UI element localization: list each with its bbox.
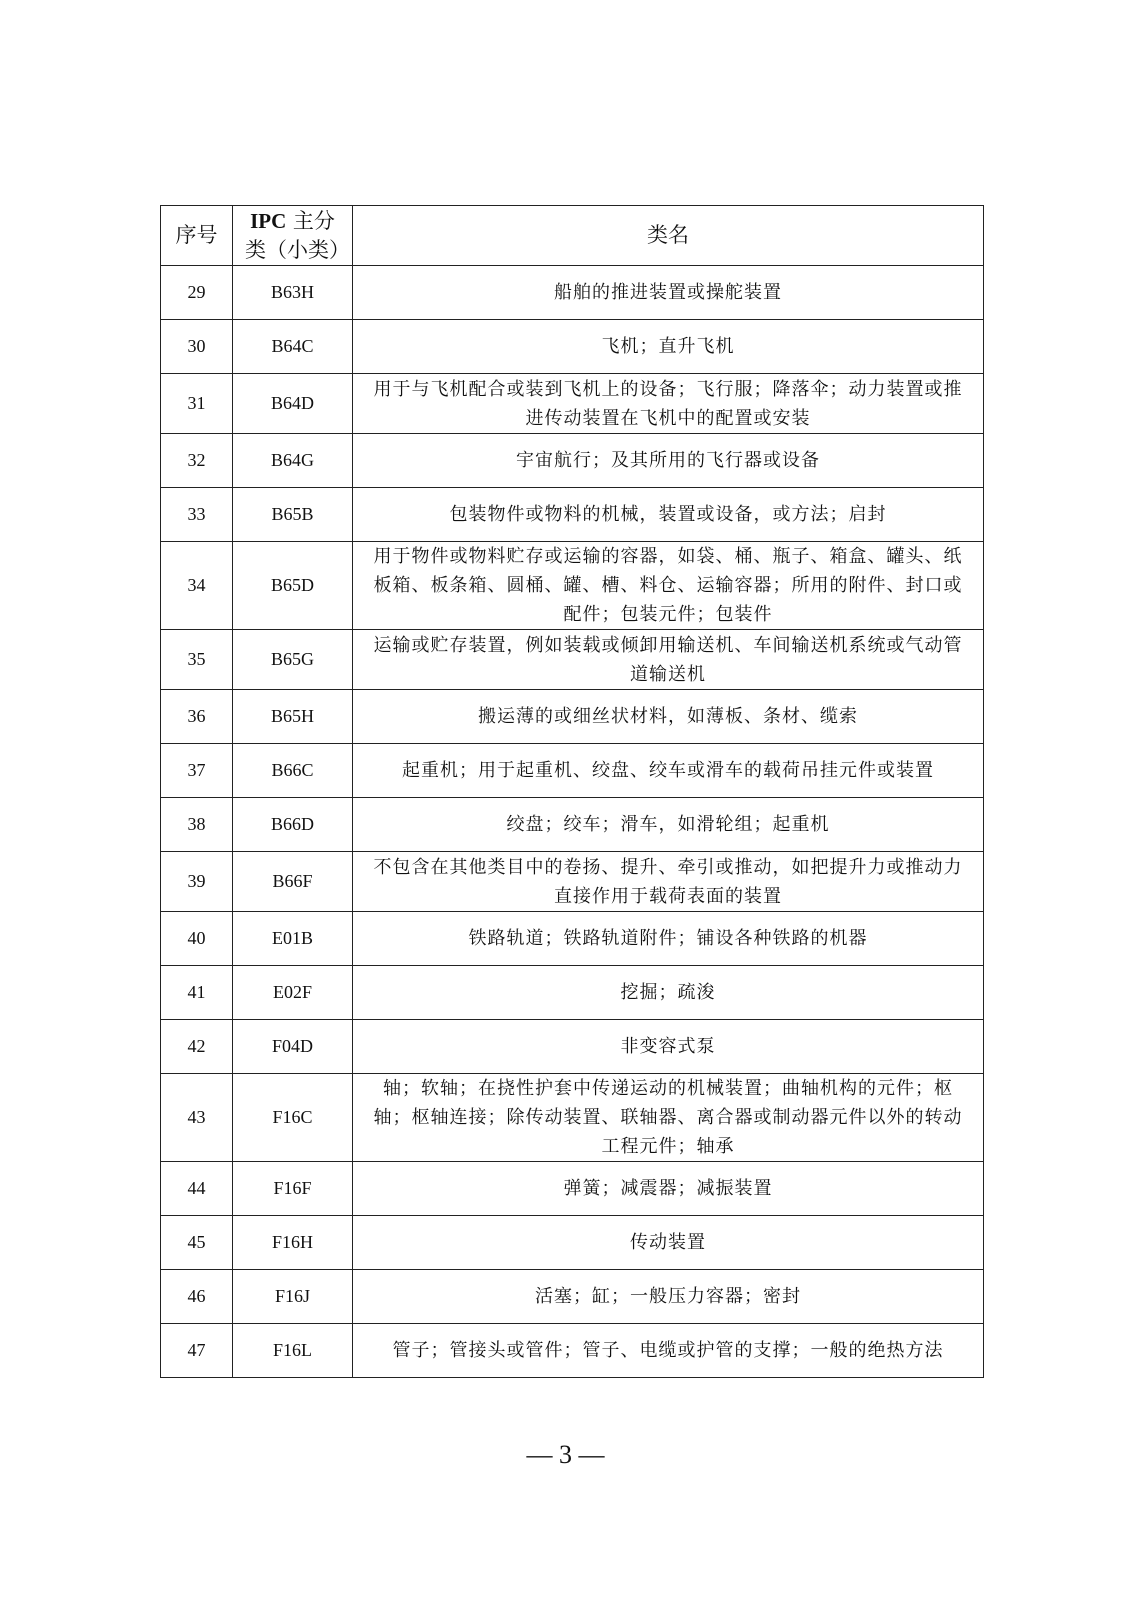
row-class-name: 起重机；用于起重机、绞盘、绞车或滑车的载荷吊挂元件或装置 (353, 744, 984, 798)
table-row (161, 630, 984, 690)
table-row (161, 690, 984, 744)
header-ipc-prefix: IPC (250, 208, 287, 233)
row-ipc-code: B64D (233, 374, 353, 434)
row-class-name: 轴；软轴；在挠性护套中传递运动的机械装置；曲轴机构的元件；枢轴；枢轴连接；除传动装置、联轴器、离合器或制动器元件以外的转动工程元件；轴承 (353, 1074, 984, 1162)
table-row (161, 912, 984, 966)
table-row (161, 1324, 984, 1378)
row-ipc-code: B65D (233, 542, 353, 630)
ipc-classification-table (160, 205, 984, 1378)
row-class-name: 宇宙航行；及其所用的飞行器或设备 (353, 434, 984, 488)
row-class-name: 搬运薄的或细丝状材料，如薄板、条材、缆索 (353, 690, 984, 744)
row-ipc-code: F16L (233, 1324, 353, 1378)
row-class-name: 活塞；缸；一般压力容器；密封 (353, 1270, 984, 1324)
table-row (161, 966, 984, 1020)
header-seq: 序号 (161, 206, 233, 266)
row-ipc-code: B65G (233, 630, 353, 690)
row-seq: 30 (161, 320, 233, 374)
row-seq: 31 (161, 374, 233, 434)
table-row (161, 1270, 984, 1324)
row-seq: 35 (161, 630, 233, 690)
row-ipc-code: B64G (233, 434, 353, 488)
table-row (161, 1020, 984, 1074)
row-seq: 34 (161, 542, 233, 630)
row-seq: 29 (161, 266, 233, 320)
row-ipc-code: F16F (233, 1162, 353, 1216)
row-ipc-code: B66C (233, 744, 353, 798)
table-row (161, 434, 984, 488)
row-seq: 45 (161, 1216, 233, 1270)
table-row (161, 488, 984, 542)
header-name: 类名 (353, 206, 984, 266)
header-ipc-line2: 类（小类） (245, 237, 350, 262)
table-row (161, 1216, 984, 1270)
row-ipc-code: F16J (233, 1270, 353, 1324)
table-row (161, 374, 984, 434)
row-ipc-code: B65B (233, 488, 353, 542)
row-ipc-code: B66F (233, 852, 353, 912)
page-number: — 3 — (526, 1440, 605, 1469)
row-class-name: 包装物件或物料的机械，装置或设备，或方法；启封 (353, 488, 984, 542)
row-seq: 40 (161, 912, 233, 966)
row-seq: 43 (161, 1074, 233, 1162)
row-class-name: 用于与飞机配合或装到飞机上的设备；飞行服；降落伞；动力装置或推进传动装置在飞机中的配置或安装 (353, 374, 984, 434)
header-ipc-rest: 主分 (286, 208, 335, 233)
row-class-name: 非变容式泵 (353, 1020, 984, 1074)
row-class-name: 船舶的推进装置或操舵装置 (353, 266, 984, 320)
row-seq: 39 (161, 852, 233, 912)
row-seq: 42 (161, 1020, 233, 1074)
row-seq: 47 (161, 1324, 233, 1378)
table-row (161, 266, 984, 320)
row-class-name: 挖掘；疏浚 (353, 966, 984, 1020)
row-ipc-code: E02F (233, 966, 353, 1020)
table-row (161, 852, 984, 912)
table-row (161, 542, 984, 630)
table-row (161, 1074, 984, 1162)
row-ipc-code: F16C (233, 1074, 353, 1162)
row-class-name: 管子；管接头或管件；管子、电缆或护管的支撑；一般的绝热方法 (353, 1324, 984, 1378)
row-seq: 37 (161, 744, 233, 798)
table-row (161, 1162, 984, 1216)
row-ipc-code: B66D (233, 798, 353, 852)
row-ipc-code: E01B (233, 912, 353, 966)
row-ipc-code: B65H (233, 690, 353, 744)
row-seq: 38 (161, 798, 233, 852)
row-class-name: 用于物件或物料贮存或运输的容器，如袋、桶、瓶子、箱盒、罐头、纸板箱、板条箱、圆桶、罐、槽、料仓、运输容器；所用的附件、封口或配件；包装元件；包装件 (353, 542, 984, 630)
row-seq: 44 (161, 1162, 233, 1216)
row-class-name: 不包含在其他类目中的卷扬、提升、牵引或推动，如把提升力或推动力直接作用于载荷表面的装置 (353, 852, 984, 912)
row-class-name: 铁路轨道；铁路轨道附件；铺设各种铁路的机器 (353, 912, 984, 966)
row-seq: 41 (161, 966, 233, 1020)
row-ipc-code: F04D (233, 1020, 353, 1074)
header-ipc (233, 206, 353, 266)
row-class-name: 传动装置 (353, 1216, 984, 1270)
row-class-name: 运输或贮存装置，例如装载或倾卸用输送机、车间输送机系统或气动管道输送机 (353, 630, 984, 690)
row-class-name: 弹簧；减震器；减振装置 (353, 1162, 984, 1216)
table-row (161, 798, 984, 852)
row-seq: 36 (161, 690, 233, 744)
table-row (161, 320, 984, 374)
row-ipc-code: F16H (233, 1216, 353, 1270)
table-row (161, 744, 984, 798)
table-header-row (161, 206, 984, 266)
row-ipc-code: B64C (233, 320, 353, 374)
row-seq: 32 (161, 434, 233, 488)
row-seq: 33 (161, 488, 233, 542)
row-ipc-code: B63H (233, 266, 353, 320)
table-body (161, 266, 984, 1378)
row-seq: 46 (161, 1270, 233, 1324)
row-class-name: 绞盘；绞车；滑车，如滑轮组；起重机 (353, 798, 984, 852)
row-class-name: 飞机；直升飞机 (353, 320, 984, 374)
